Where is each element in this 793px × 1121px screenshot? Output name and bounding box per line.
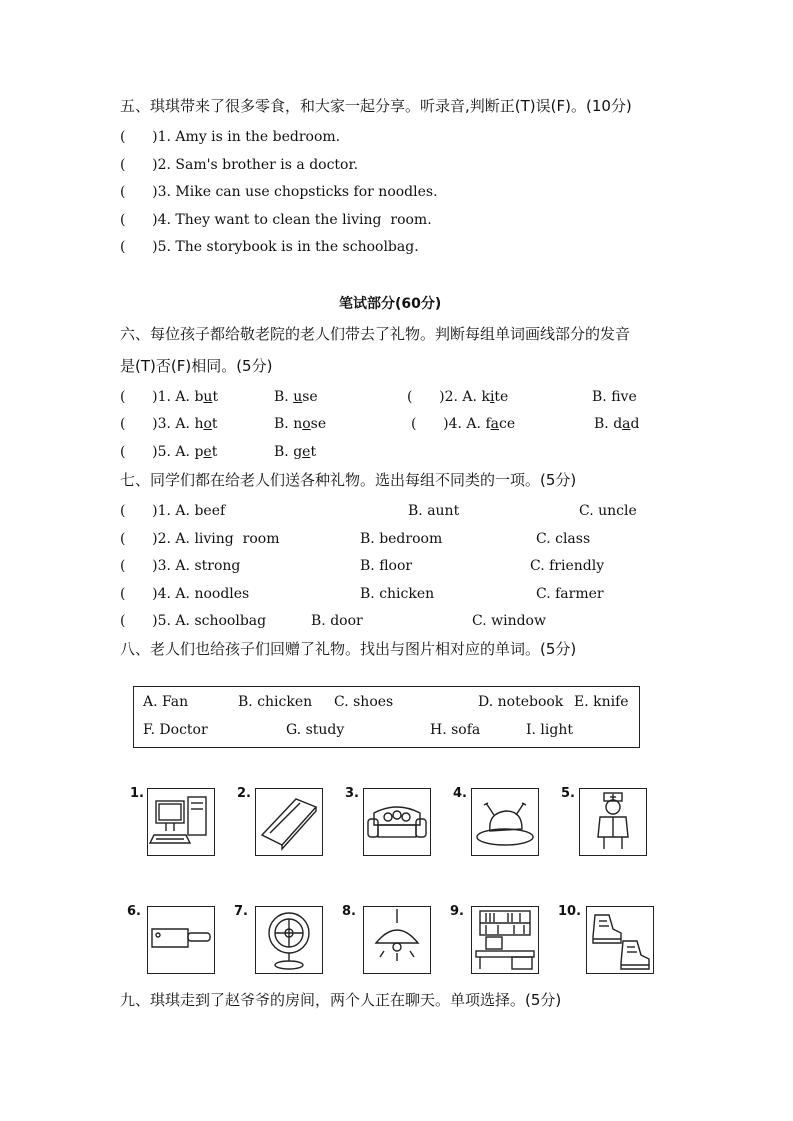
- word-b: B. chicken: [238, 694, 313, 710]
- shoes-icon: [586, 906, 654, 974]
- picture-number-7: 7.: [234, 904, 248, 919]
- section6-q5-a: ( )5. A. pet: [120, 444, 218, 460]
- section6-heading-line2: 是(T)否(F)相同。(5分): [120, 357, 273, 375]
- section7-row1-a: ( )1. A. beef: [120, 503, 226, 519]
- section7-row1-c: C. uncle: [579, 503, 637, 519]
- doctor-icon: [579, 788, 647, 856]
- light-icon: [363, 906, 431, 974]
- section7-row5-c: C. window: [472, 613, 546, 629]
- picture-number-5: 5.: [561, 786, 575, 801]
- section7-row3-b: B. floor: [360, 558, 413, 574]
- section7-row2-b: B. bedroom: [360, 531, 443, 547]
- section6-q1-a: ( )1. A. but: [120, 389, 219, 405]
- section6-q1-b: B. use: [274, 389, 318, 405]
- knife-icon: [147, 906, 215, 974]
- section7-row3-c: C. friendly: [530, 558, 605, 574]
- section7-row2-c: C. class: [536, 531, 591, 547]
- study-icon: [471, 906, 539, 974]
- picture-number-9: 9.: [450, 904, 464, 919]
- section7-row1-b: B. aunt: [408, 503, 460, 519]
- section6-q5-b: B. get: [274, 444, 317, 460]
- computer-icon: [147, 788, 215, 856]
- sofa-icon: [363, 788, 431, 856]
- word-g: G. study: [286, 722, 345, 738]
- chicken-icon: [471, 788, 539, 856]
- section5-item-1: ( )1. Amy is in the bedroom.: [120, 129, 341, 145]
- section8-heading: 八、老人们也给孩子们回赠了礼物。找出与图片相对应的单词。(5分): [120, 640, 577, 658]
- section6-q2-b: B. fve: [592, 389, 637, 405]
- section6-q3-a: ( )3. A. hot: [120, 416, 218, 432]
- section5-item-5: ( )5. The storybook is in the schoolbag.: [120, 239, 419, 255]
- section7-row5-a: ( )5. A. schoolbag: [120, 613, 267, 629]
- picture-number-2: 2.: [237, 786, 251, 801]
- section5-item-4: ( )4. They want to clean the living room.: [120, 212, 432, 228]
- word-i: I. light: [526, 722, 573, 738]
- section5-item-3: ( )3. Mike can use chopsticks for noodles.: [120, 184, 438, 200]
- word-a: A. Fan: [143, 694, 189, 710]
- picture-number-6: 6.: [127, 904, 141, 919]
- picture-number-8: 8.: [342, 904, 356, 919]
- section7-row5-b: B. door: [311, 613, 363, 629]
- written-part-title: 笔试部分(60分): [339, 296, 442, 312]
- section6-q4-a: ( )4. A. face: [411, 416, 516, 432]
- picture-number-1: 1.: [130, 786, 144, 801]
- word-h: H. sofa: [430, 722, 481, 738]
- section7-heading: 七、同学们都在给老人们送各种礼物。选出每组不同类的一项。(5分): [120, 471, 577, 489]
- section6-q2-a: ( )2. A. kite: [407, 389, 509, 405]
- section7-row4-a: ( )4. A. noodles: [120, 586, 250, 602]
- picture-number-4: 4.: [453, 786, 467, 801]
- word-f: F. Doctor: [143, 722, 208, 738]
- section5-item-2: ( )2. Sam's brother is a doctor.: [120, 157, 359, 173]
- section7-row4-c: C. farmer: [536, 586, 604, 602]
- notebook-icon: [255, 788, 323, 856]
- section7-row3-a: ( )3. A. strong: [120, 558, 241, 574]
- word-c: C. shoes: [334, 694, 394, 710]
- section7-row4-b: B. chicken: [360, 586, 435, 602]
- picture-number-3: 3.: [345, 786, 359, 801]
- section9-heading: 九、琪琪走到了赵爷爷的房间，两个人正在聊天。单项选择。(5分): [120, 991, 562, 1009]
- section6-q3-b: B. nose: [274, 416, 327, 432]
- fan-icon: [255, 906, 323, 974]
- word-e: E. knife: [574, 694, 629, 710]
- section7-row2-a: ( )2. A. living room: [120, 531, 280, 547]
- section5-heading: 五、琪琪带来了很多零食，和大家一起分享。听录音,判断正(T)误(F)。(10分): [120, 97, 632, 115]
- section6-heading-line1: 六、每位孩子都给敬老院的老人们带去了礼物。判断每组单词画线部分的发音: [120, 325, 631, 343]
- section6-q4-b: B. dad: [594, 416, 640, 432]
- picture-number-10: 10.: [558, 904, 582, 919]
- word-d: D. notebook: [478, 694, 564, 710]
